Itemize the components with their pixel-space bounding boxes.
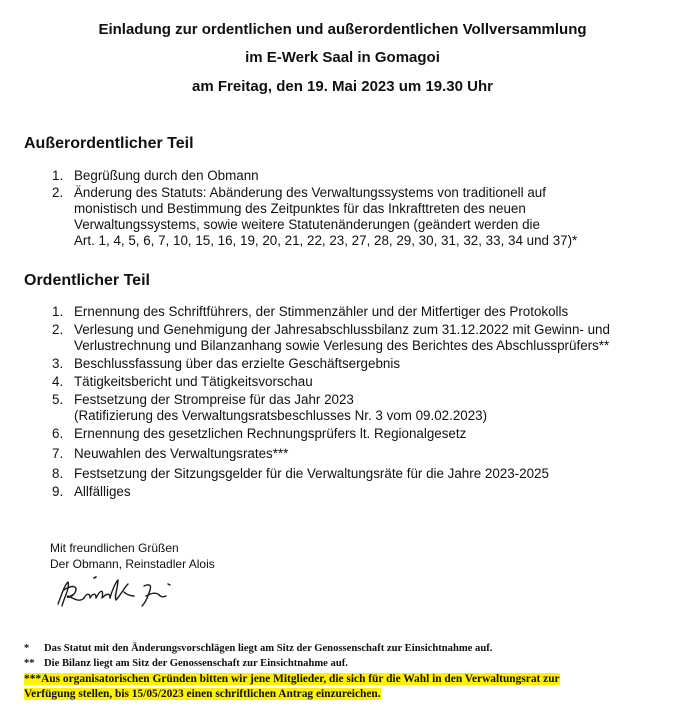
document-title-line-1: Einladung zur ordentlichen und außerordentlichen Vollversammlung [98, 21, 587, 38]
agenda-item-number: 2. [52, 322, 64, 337]
document-title-line-3: am Freitag, den 19. Mai 2023 um 19.30 Uhr [192, 78, 493, 95]
agenda-item-text: Verwaltungssystems, sowie weitere Statutenänderungen (geändert werden die [74, 217, 540, 232]
agenda-item-number: 8. [52, 466, 64, 481]
agenda-item-text: Ernennung des Schriftführers, der Stimmenzähler und der Mitfertiger des Protokolls [74, 304, 569, 319]
agenda-item-number: 9. [52, 484, 64, 499]
agenda-item-number: 6. [52, 426, 64, 441]
agenda-item-number: 1. [52, 304, 64, 319]
extraordinary-agenda-list [52, 168, 682, 250]
ordinary-agenda-list [52, 304, 682, 502]
footnote-mark: ** [24, 658, 35, 669]
extraordinary-section-heading: Außerordentlicher Teil [24, 135, 194, 152]
document-title-line-2: im E-Werk Saal in Gomagoi [245, 49, 440, 66]
ordinary-section-heading: Ordentlicher Teil [24, 272, 150, 289]
agenda-item-text: Tätigkeitsbericht und Tätigkeitsvorschau [74, 374, 313, 389]
agenda-item [52, 392, 682, 424]
footnote-text: Die Bilanz liegt am Sitz der Genossenschaft zur Einsichtnahme auf. [44, 658, 348, 669]
agenda-item [52, 185, 682, 249]
highlighted-footnote-line: ***Aus organisatorischen Gründen bitten wir jene Mitglieder, die sich für die Wahl in den Verwaltungsrat zur [24, 673, 560, 685]
agenda-item [52, 322, 682, 354]
agenda-item-text: Neuwahlen des Verwaltungsrates*** [74, 446, 289, 461]
highlighted-footnote-line: Verfügung stellen, bis 15/05/2023 einen schriftlichen Antrag einzureichen. [24, 688, 381, 700]
agenda-item [52, 446, 682, 462]
agenda-item-text: Allfälliges [74, 484, 131, 499]
footnote-3-highlighted [24, 672, 674, 702]
agenda-item-text: Änderung des Statuts: Abänderung des Verwaltungssystems von traditionell auf [74, 185, 546, 200]
handwritten-signature [54, 576, 184, 612]
footnote-mark: * [24, 643, 30, 654]
agenda-item [52, 168, 682, 184]
footnote-1 [24, 642, 674, 655]
agenda-item [52, 426, 682, 442]
footnotes [24, 642, 674, 702]
agenda-item-text: (Ratifizierung des Verwaltungsratsbeschlusses Nr. 3 vom 09.02.2023) [74, 408, 488, 423]
agenda-item-number: 7. [52, 446, 64, 461]
agenda-item-number: 3. [52, 356, 64, 371]
agenda-item-number: 5. [52, 392, 64, 407]
agenda-item-text: Festsetzung der Strompreise für das Jahr 2023 [74, 392, 354, 407]
agenda-item-text: Ernennung des gesetzlichen Rechnungsprüfers lt. Regionalgesetz [74, 426, 467, 441]
agenda-item [52, 484, 682, 500]
agenda-item [52, 304, 682, 320]
agenda-item-text: monistisch und Bestimmung des Zeitpunktes für das Inkrafttreten des neuen [74, 201, 526, 216]
agenda-item-text: Begrüßung durch den Obmann [74, 168, 259, 183]
agenda-item [52, 356, 682, 372]
agenda-item-text: Art. 1, 4, 5, 6, 7, 10, 15, 16, 19, 20, 21, 22, 23, 27, 28, 29, 30, 31, 32, 33, 34 und 37)* [74, 233, 578, 248]
agenda-item-text: Festsetzung der Sitzungsgelder für die Verwaltungsräte für die Jahre 2023-2025 [74, 466, 549, 481]
closing-signatory: Der Obmann, Reinstadler Alois [50, 557, 215, 571]
agenda-item-text: Verlustrechnung und Bilanzanhang sowie Verlesung des Berichtes des Abschlussprüfers** [74, 338, 610, 353]
closing-greeting: Mit freundlichen Grüßen [50, 541, 179, 555]
footnote-text: Das Statut mit den Änderungsvorschlägen liegt am Sitz der Genossenschaft zur Einsichtnahme auf. [44, 643, 493, 654]
agenda-item [52, 374, 682, 390]
agenda-item-text: Beschlussfassung über das erzielte Geschäftsergebnis [74, 356, 401, 371]
agenda-item-number: 1. [52, 168, 64, 183]
closing-block [50, 540, 215, 572]
agenda-item-number: 4. [52, 374, 64, 389]
agenda-item [52, 466, 682, 482]
agenda-item-number: 2. [52, 185, 64, 200]
footnote-2 [24, 657, 674, 670]
agenda-item-text: Verlesung und Genehmigung der Jahresabschlussbilanz zum 31.12.2022 mit Gewinn- und [74, 322, 610, 337]
